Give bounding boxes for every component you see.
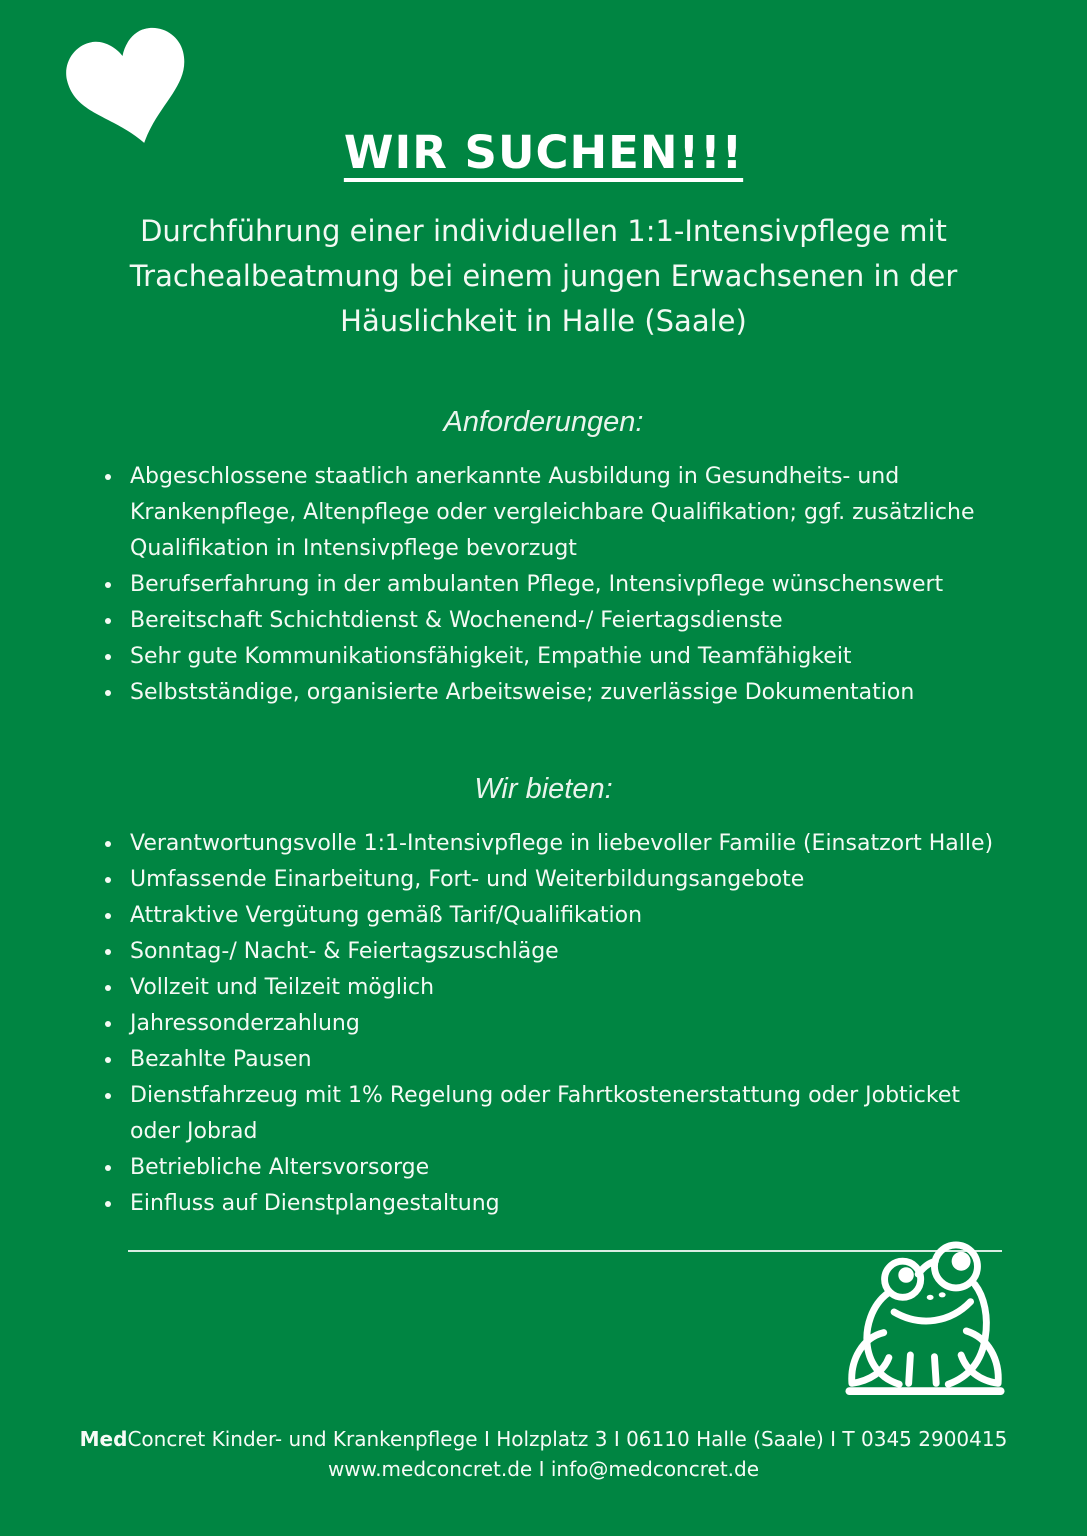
list-item: Einfluss auf Dienstplangestaltung (96, 1186, 1001, 1222)
list-item: Dienstfahrzeug mit 1% Regelung oder Fahrtkostenerstattung oder Jobticket oder Jobrad (96, 1078, 1001, 1150)
list-item: Bezahlte Pausen (96, 1042, 1001, 1078)
list-item: Bereitschaft Schichtdienst & Wochenend-/ Feiertagsdienste (96, 603, 1001, 639)
requirements-list (96, 459, 1001, 711)
list-item: Sonntag-/ Nacht- & Feiertagszuschläge (96, 934, 1001, 970)
list-item: Umfassende Einarbeitung, Fort- und Weiterbildungsangebote (96, 862, 1001, 898)
list-item: Berufserfahrung in der ambulanten Pflege, Intensivpflege wünschenswert (96, 567, 1001, 603)
list-item: Abgeschlossene staatlich anerkannte Ausbildung in Gesundheits- und Krankenpflege, Altenpflege oder vergleichbare Qualifikation; ggf. zusätzliche Qualifikation in Intensivpflege bevorzugt (96, 459, 1001, 567)
list-item: Attraktive Vergütung gemäß Tarif/Qualifikation (96, 898, 1001, 934)
offers-list (96, 826, 1001, 1222)
job-subtitle: Durchführung einer individuellen 1:1-Intensivpflege mit Trachealbeatmung bei einem jungen Erwachsenen in der Häuslichkeit in Halle (Saale) (129, 214, 958, 338)
list-item: Vollzeit und Teilzeit möglich (96, 970, 1001, 1006)
list-item: Jahressonderzahlung (96, 1006, 1001, 1042)
page-title: WIR SUCHEN!!! (343, 126, 744, 179)
list-item: Selbstständige, organisierte Arbeitsweise; zuverlässige Dokumentation (96, 675, 1001, 711)
requirements-heading: Anforderungen: (443, 405, 644, 438)
list-item: Verantwortungsvolle 1:1-Intensivpflege in liebevoller Familie (Einsatzort Halle) (96, 826, 1001, 862)
offers-heading: Wir bieten: (474, 772, 613, 805)
list-item: Betriebliche Altersvorsorge (96, 1150, 1001, 1186)
footer (0, 1424, 1087, 1484)
footer-web-line: www.medconcret.de I info@medconcret.de (327, 1457, 760, 1481)
footer-contact-rest: Concret Kinder- und Krankenpflege I Holzplatz 3 I 06110 Halle (Saale) I T 0345 2900415 (127, 1427, 1008, 1451)
footer-contact-line (0, 1424, 1087, 1454)
brand-name-bold: Med (79, 1427, 128, 1451)
list-item: Sehr gute Kommunikationsfähigkeit, Empathie und Teamfähigkeit (96, 639, 1001, 675)
frog-icon (839, 1234, 1011, 1402)
